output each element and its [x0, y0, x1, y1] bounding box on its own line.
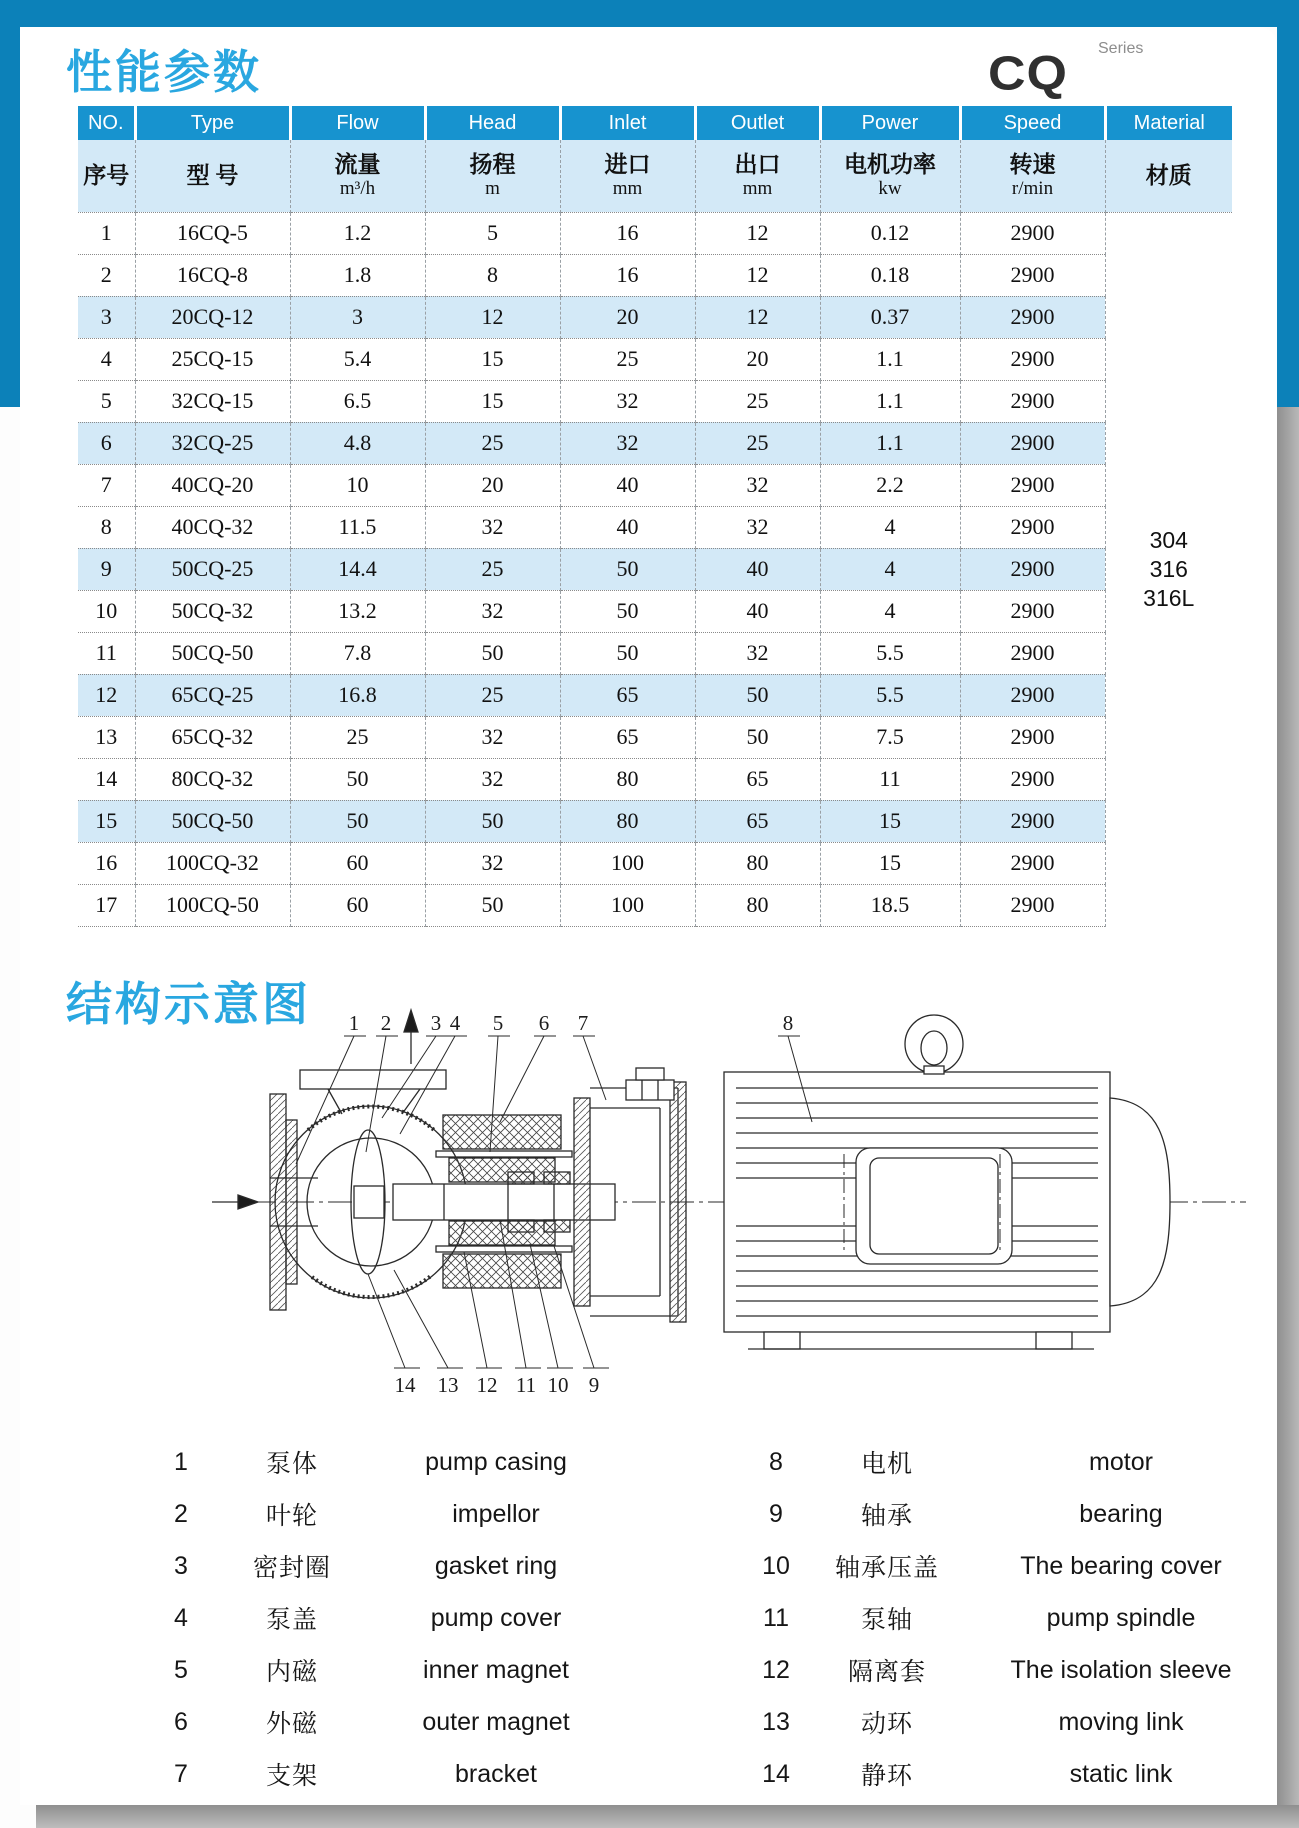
cell-outlet: 65: [695, 758, 820, 800]
cell-outlet: 12: [695, 212, 820, 254]
cell-inlet: 50: [560, 590, 695, 632]
cell-flow: 60: [290, 842, 425, 884]
cell-speed: 2900: [960, 548, 1105, 590]
subheader-cell: 进口 mm: [560, 140, 695, 212]
cell-inlet: 40: [560, 464, 695, 506]
cell-speed: 2900: [960, 296, 1105, 338]
cell-flow: 6.5: [290, 380, 425, 422]
cell-outlet: 40: [695, 548, 820, 590]
parts-legend-left: [150, 1436, 620, 1800]
legend-en: outer magnet: [422, 1707, 570, 1736]
subheader-cell: 材质: [1105, 140, 1232, 212]
legend-item: [150, 1488, 620, 1540]
cell-flow: 5.4: [290, 338, 425, 380]
header-cell: NO.: [78, 106, 135, 140]
legend-no: 1: [174, 1447, 188, 1476]
callout-1: 1: [348, 1011, 360, 1035]
table-row: [78, 548, 1232, 590]
legend-en: motor: [1089, 1447, 1153, 1476]
cell-no: 7: [78, 464, 135, 506]
cell-flow: 3: [290, 296, 425, 338]
cell-speed: 2900: [960, 464, 1105, 506]
cell-power: 4: [820, 506, 960, 548]
cell-power: 11: [820, 758, 960, 800]
cell-type: 20CQ-12: [135, 296, 290, 338]
page-shadow-right: [1277, 406, 1299, 1828]
cell-no: 3: [78, 296, 135, 338]
table-row: [78, 842, 1232, 884]
cell-head: 25: [425, 422, 560, 464]
callout-8: 8: [782, 1011, 794, 1035]
cell-speed: 2900: [960, 506, 1105, 548]
legend-cn: 静环: [860, 1762, 913, 1790]
cell-flow: 7.8: [290, 632, 425, 674]
legend-en: bracket: [455, 1759, 537, 1788]
cell-inlet: 50: [560, 548, 695, 590]
cell-head: 50: [425, 884, 560, 926]
header-cell: Material: [1105, 106, 1232, 140]
cell-no: 16: [78, 842, 135, 884]
callout-4: 4: [449, 1011, 461, 1035]
cell-outlet: 25: [695, 422, 820, 464]
cell-speed: 2900: [960, 254, 1105, 296]
cell-power: 5.5: [820, 674, 960, 716]
callout-5: 5: [492, 1011, 504, 1035]
table-row: [78, 380, 1232, 422]
subheader-cell: 电机功率 kw: [820, 140, 960, 212]
header-cell: Inlet: [560, 106, 695, 140]
flow-in-arrow: [212, 1195, 258, 1209]
legend-no: 6: [174, 1707, 188, 1736]
callout-12: 12: [476, 1373, 498, 1397]
cell-type: 32CQ-15: [135, 380, 290, 422]
table-row: [78, 506, 1232, 548]
callout-9: 9: [588, 1373, 600, 1397]
legend-no: 11: [763, 1603, 789, 1632]
cell-type: 40CQ-32: [135, 506, 290, 548]
header-cell: Head: [425, 106, 560, 140]
cell-type: 50CQ-32: [135, 590, 290, 632]
cell-speed: 2900: [960, 338, 1105, 380]
cell-speed: 2900: [960, 800, 1105, 842]
callout-numbers-bottom: [395, 1373, 600, 1397]
cell-type: 50CQ-50: [135, 632, 290, 674]
section-title-structure: 结构示意图: [66, 978, 311, 1030]
cell-no: 8: [78, 506, 135, 548]
pump-structure-diagram: [208, 1002, 1258, 1400]
table-row: [78, 758, 1232, 800]
cell-inlet: 100: [560, 842, 695, 884]
callout-13: 13: [437, 1373, 459, 1397]
legend-cn: 泵盖: [265, 1606, 318, 1634]
cell-flow: 11.5: [290, 506, 425, 548]
callout-14: 14: [394, 1373, 416, 1397]
motor-end-cap: [1110, 1098, 1170, 1306]
cell-inlet: 80: [560, 800, 695, 842]
table-row: [78, 590, 1232, 632]
callout-11: 11: [515, 1373, 537, 1397]
legend-no: 4: [174, 1603, 188, 1632]
cell-power: 15: [820, 842, 960, 884]
legend-en: bearing: [1079, 1499, 1163, 1528]
frame-top-bar: [0, 0, 1299, 27]
table-row: [78, 422, 1232, 464]
pump-cover-plate: [574, 1098, 590, 1306]
brand-series-label: Series: [1098, 40, 1144, 57]
cell-speed: 2900: [960, 758, 1105, 800]
performance-table: [78, 106, 1232, 927]
cell-no: 1: [78, 212, 135, 254]
cell-speed: 2900: [960, 422, 1105, 464]
cell-speed: 2900: [960, 212, 1105, 254]
cell-head: 20: [425, 464, 560, 506]
motor-feet: [748, 1332, 1094, 1349]
callout-6: 6: [538, 1011, 550, 1035]
cell-head: 12: [425, 296, 560, 338]
cell-outlet: 50: [695, 716, 820, 758]
legend-no: 13: [762, 1707, 790, 1736]
cell-outlet: 40: [695, 590, 820, 632]
cell-head: 32: [425, 716, 560, 758]
table-row: [78, 464, 1232, 506]
legend-cn: 轴承压盖: [834, 1554, 939, 1582]
callout-3: 3: [430, 1011, 442, 1035]
legend-cn: 泵轴: [860, 1606, 913, 1634]
table-row: [78, 212, 1232, 254]
subheader-cell: 出口 mm: [695, 140, 820, 212]
cell-speed: 2900: [960, 842, 1105, 884]
legend-cn: 支架: [265, 1762, 318, 1790]
cell-speed: 2900: [960, 716, 1105, 758]
cell-inlet: 25: [560, 338, 695, 380]
header-cell: Type: [135, 106, 290, 140]
table-row: [78, 296, 1232, 338]
cell-outlet: 20: [695, 338, 820, 380]
cell-outlet: 50: [695, 674, 820, 716]
cell-head: 15: [425, 338, 560, 380]
cell-head: 25: [425, 674, 560, 716]
cell-inlet: 16: [560, 212, 695, 254]
cell-head: 32: [425, 590, 560, 632]
cell-power: 4: [820, 548, 960, 590]
table-row: [78, 800, 1232, 842]
page-shadow-bottom: [36, 1805, 1299, 1828]
cell-outlet: 25: [695, 380, 820, 422]
legend-en: pump spindle: [1046, 1603, 1196, 1632]
legend-en: gasket ring: [434, 1551, 558, 1580]
cell-outlet: 65: [695, 800, 820, 842]
header-cell: Speed: [960, 106, 1105, 140]
cell-type: 40CQ-20: [135, 464, 290, 506]
legend-cn: 泵体: [265, 1450, 318, 1478]
cell-outlet: 80: [695, 884, 820, 926]
table-row: [78, 884, 1232, 926]
legend-item: [150, 1748, 620, 1800]
cell-no: 13: [78, 716, 135, 758]
brand-logo: CQ: [988, 47, 1068, 101]
cell-no: 15: [78, 800, 135, 842]
cell-power: 2.2: [820, 464, 960, 506]
cell-type: 50CQ-50: [135, 800, 290, 842]
legend-cn: 外磁: [265, 1710, 318, 1738]
cell-no: 5: [78, 380, 135, 422]
table-row: [78, 338, 1232, 380]
cell-type: 16CQ-5: [135, 212, 290, 254]
cell-inlet: 20: [560, 296, 695, 338]
frame-right-bar: [1277, 0, 1299, 407]
legend-item: [745, 1436, 1275, 1488]
cell-flow: 50: [290, 758, 425, 800]
legend-no: 7: [174, 1759, 188, 1788]
cell-no: 9: [78, 548, 135, 590]
cell-type: 50CQ-25: [135, 548, 290, 590]
parts-legend-right: [745, 1436, 1275, 1800]
cell-inlet: 50: [560, 632, 695, 674]
cell-head: 50: [425, 632, 560, 674]
cell-power: 5.5: [820, 632, 960, 674]
cell-inlet: 32: [560, 380, 695, 422]
legend-cn: 隔离套: [847, 1658, 926, 1686]
header-cell: Outlet: [695, 106, 820, 140]
cell-type: 16CQ-8: [135, 254, 290, 296]
legend-no: 3: [174, 1551, 188, 1580]
cell-no: 4: [78, 338, 135, 380]
cell-inlet: 65: [560, 674, 695, 716]
legend-no: 10: [762, 1551, 790, 1580]
cell-outlet: 80: [695, 842, 820, 884]
cell-type: 80CQ-32: [135, 758, 290, 800]
legend-item: [745, 1592, 1275, 1644]
legend-no: 2: [174, 1499, 188, 1528]
subheader-cell: 流量 m³/h: [290, 140, 425, 212]
cell-inlet: 65: [560, 716, 695, 758]
legend-no: 8: [769, 1447, 783, 1476]
cell-no: 12: [78, 674, 135, 716]
table-row: [78, 716, 1232, 758]
legend-cn: 轴承: [860, 1502, 913, 1530]
section-title-performance: 性能参数: [66, 46, 262, 98]
table-header-row-cn: [78, 140, 1232, 212]
cell-outlet: 32: [695, 464, 820, 506]
header-cell: Flow: [290, 106, 425, 140]
cell-outlet: 32: [695, 632, 820, 674]
legend-item: [745, 1696, 1275, 1748]
table-row: [78, 674, 1232, 716]
cell-power: 7.5: [820, 716, 960, 758]
cell-flow: 10: [290, 464, 425, 506]
callout-2: 2: [380, 1011, 392, 1035]
flow-out-arrow: [404, 1010, 418, 1064]
cell-type: 100CQ-32: [135, 842, 290, 884]
cell-no: 11: [78, 632, 135, 674]
legend-cn: 电机: [860, 1450, 913, 1478]
callout-10: 10: [547, 1373, 569, 1397]
legend-en: The bearing cover: [1020, 1551, 1222, 1580]
cell-speed: 2900: [960, 590, 1105, 632]
cell-flow: 60: [290, 884, 425, 926]
cell-outlet: 32: [695, 506, 820, 548]
legend-item: [150, 1592, 620, 1644]
cell-power: 0.18: [820, 254, 960, 296]
cell-head: 32: [425, 842, 560, 884]
cell-power: 18.5: [820, 884, 960, 926]
table-body: [78, 212, 1232, 926]
cell-flow: 16.8: [290, 674, 425, 716]
cell-speed: 2900: [960, 632, 1105, 674]
subheader-cell: 转速 r/min: [960, 140, 1105, 212]
cell-head: 5: [425, 212, 560, 254]
legend-item: [745, 1488, 1275, 1540]
cell-flow: 4.8: [290, 422, 425, 464]
legend-item: [150, 1644, 620, 1696]
cell-speed: 2900: [960, 884, 1105, 926]
legend-cn: 叶轮: [265, 1502, 318, 1530]
legend-item: [745, 1748, 1275, 1800]
cell-no: 17: [78, 884, 135, 926]
cell-head: 32: [425, 506, 560, 548]
cell-type: 25CQ-15: [135, 338, 290, 380]
legend-no: 9: [769, 1499, 783, 1528]
cell-head: 50: [425, 800, 560, 842]
cell-outlet: 12: [695, 254, 820, 296]
cell-no: 14: [78, 758, 135, 800]
header-cell: Power: [820, 106, 960, 140]
cell-type: 32CQ-25: [135, 422, 290, 464]
cell-outlet: 12: [695, 296, 820, 338]
legend-en: The isolation sleeve: [1010, 1655, 1232, 1684]
cell-inlet: 100: [560, 884, 695, 926]
cell-head: 15: [425, 380, 560, 422]
legend-item: [150, 1696, 620, 1748]
legend-item: [745, 1644, 1275, 1696]
cell-inlet: 40: [560, 506, 695, 548]
legend-cn: 动环: [860, 1710, 913, 1738]
cell-flow: 50: [290, 800, 425, 842]
cell-power: 4: [820, 590, 960, 632]
cell-power: 1.1: [820, 422, 960, 464]
subheader-cell: 序号: [78, 140, 135, 212]
legend-item: [745, 1540, 1275, 1592]
callout-7: 7: [577, 1011, 589, 1035]
cell-head: 32: [425, 758, 560, 800]
cell-no: 6: [78, 422, 135, 464]
legend-en: pump casing: [425, 1447, 567, 1476]
table-row: [78, 632, 1232, 674]
cell-flow: 25: [290, 716, 425, 758]
legend-en: impellor: [452, 1499, 540, 1528]
cell-flow: 14.4: [290, 548, 425, 590]
legend-en: inner magnet: [423, 1655, 569, 1684]
cell-power: 1.1: [820, 338, 960, 380]
legend-en: moving link: [1058, 1707, 1184, 1736]
cell-head: 8: [425, 254, 560, 296]
cell-power: 0.12: [820, 212, 960, 254]
cell-power: 15: [820, 800, 960, 842]
cell-speed: 2900: [960, 674, 1105, 716]
cell-type: 100CQ-50: [135, 884, 290, 926]
legend-en: pump cover: [430, 1603, 562, 1632]
legend-no: 5: [174, 1655, 188, 1684]
table-row: [78, 254, 1232, 296]
cell-flow: 1.8: [290, 254, 425, 296]
legend-cn: 内磁: [265, 1658, 318, 1686]
legend-item: [150, 1540, 620, 1592]
cell-type: 65CQ-32: [135, 716, 290, 758]
motor-terminal-box: [856, 1148, 1012, 1264]
cell-inlet: 80: [560, 758, 695, 800]
impeller-outline: [351, 1130, 385, 1274]
subheader-cell: 扬程 m: [425, 140, 560, 212]
legend-cn: 密封圈: [252, 1554, 331, 1582]
legend-item: [150, 1436, 620, 1488]
cell-no: 2: [78, 254, 135, 296]
cell-inlet: 16: [560, 254, 695, 296]
lifting-eye-bolt: [905, 1015, 963, 1074]
cell-no: 10: [78, 590, 135, 632]
table-header-row-en: [78, 106, 1232, 140]
cell-inlet: 32: [560, 422, 695, 464]
legend-en: static link: [1069, 1759, 1173, 1788]
cell-power: 0.37: [820, 296, 960, 338]
legend-no: 12: [762, 1655, 790, 1684]
legend-no: 14: [762, 1759, 790, 1788]
cell-head: 25: [425, 548, 560, 590]
material-cell: 304 316 316L: [1105, 212, 1232, 926]
cell-flow: 1.2: [290, 212, 425, 254]
cell-type: 65CQ-25: [135, 674, 290, 716]
frame-left-bar: [0, 0, 20, 407]
cell-flow: 13.2: [290, 590, 425, 632]
cell-power: 1.1: [820, 380, 960, 422]
subheader-cell: 型 号: [135, 140, 290, 212]
cell-speed: 2900: [960, 380, 1105, 422]
